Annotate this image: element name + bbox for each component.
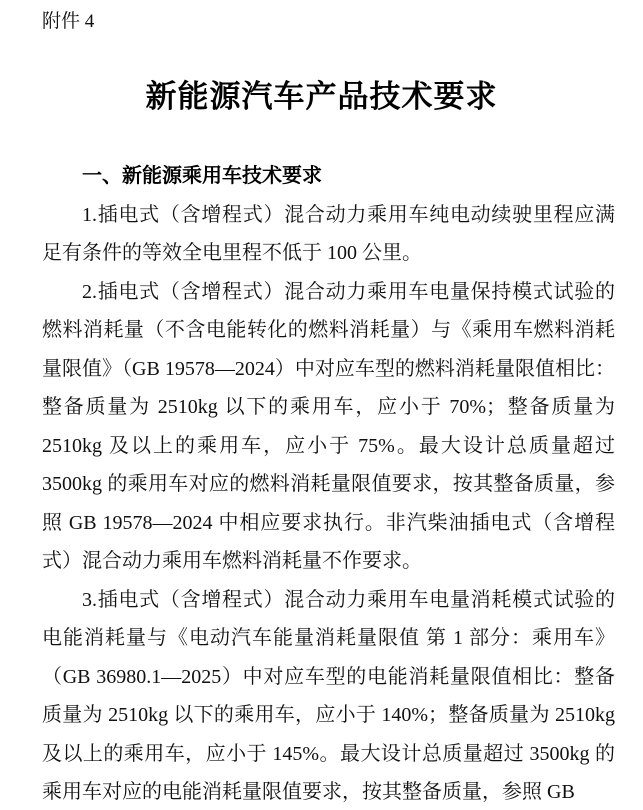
document-title: 新能源汽车产品技术要求 (145, 79, 498, 114)
attachment-label: 附件 4 (42, 11, 95, 32)
paragraph-fuel-consumption-requirement: 2.插电式（含增程式）混合动力乘用车电量保持模式试验的燃料消耗量（不含电能转化的燃料消耗量）与《乘用车燃料消耗量限值》（GB 19578—2024）中对应车型的燃料消耗量限值相比：整备质量为 2510kg 以下的乘用车，应小于 70%；整备质量为 2510kg 及以上的乘用车，应小于 75%。最大设计总质量超过 3500kg 的乘用车对应的燃料消耗量限值要求，按其整备质量，参照 GB 19578—2024 中相应要求执行。非汽柴油插电式（含增程式）混合动力乘用车燃料消耗量不作要求。 (42, 280, 615, 572)
document-body (0, 157, 643, 810)
paragraph-energy-consumption-requirement: 3.插电式（含增程式）混合动力乘用车电量消耗模式试验的电能消耗量与《电动汽车能量消耗量限值 第 1 部分：乘用车》（GB 36980.1—2025）中对应车型的电能消耗量限值相比：整备质量为 2510kg 以下的乘用车，应小于 140%；整备质量为 2510kg 及以上的乘用车，应小于 145%。最大设计总质量超过 3500kg 的乘用车对应的电能消耗量限值要求，按其整备质量，参照 GB (42, 588, 615, 803)
paragraph-ev-range-requirement: 1.插电式（含增程式）混合动力乘用车纯电动续驶里程应满足有条件的等效全电里程不低于 100 公里。 (42, 203, 615, 264)
section-heading: 一、新能源乘用车技术要求 (82, 165, 322, 187)
